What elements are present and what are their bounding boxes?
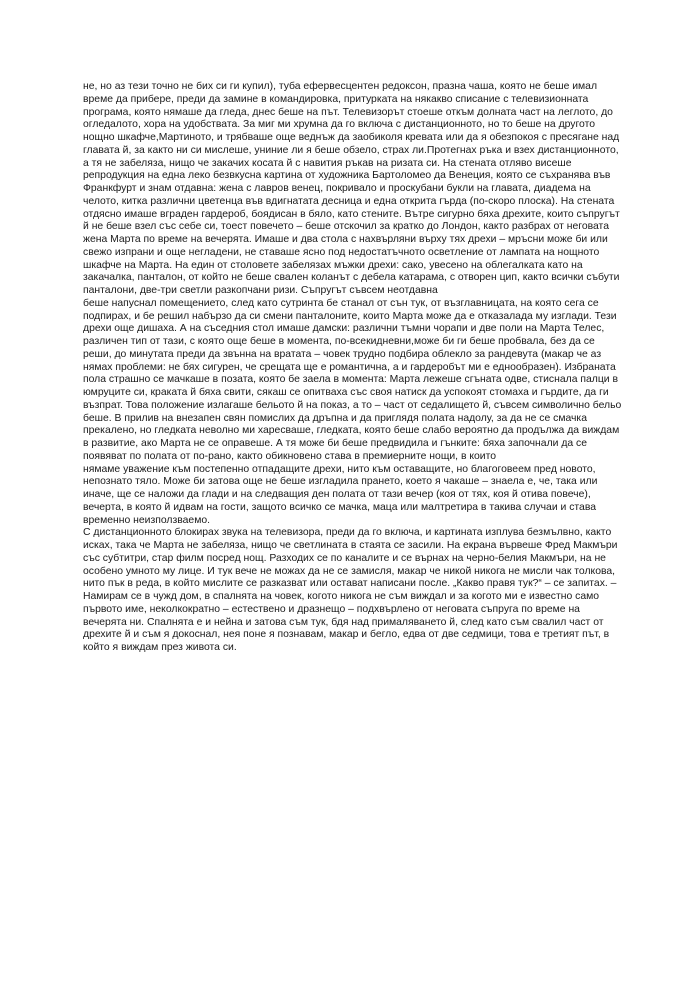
- paragraph: нямаме уважение към постепенно отпадащите дрехи, нито към оставащите, но благоговеем пред новото, непознато тяло. Може би затова още не беше изгладила прането, което я чакаше – знаела е, че, така или иначе, ще се наложи да глади и на следващия ден полата от тази вечер (коя от тях, коя й отива повече), вечерта, в която й идвам на гости, защото всичко се мачка, маца или малтретира в такива случаи и става временно неизползваемо.: [83, 463, 598, 526]
- paragraph: беше напуснал помещението, след като сутринта бе станал от сън тук, от възглавницата, на която сега се подпирах, и бе решил набързо да си смени панталоните, които Марта може да е отказалада му изглади. Тези дрехи още дишаха. А на съседния стол имаше дамски: различни тъмни чорапи и две поли на Марта Телес, различен тип от тази, с която още беше в момента, по-всекидневни,може би ги беше пробвала, без да се реши, до минутата преди да звънна на вратата – човек трудно подбира облекло за рандевута (макар че аз нямах проблеми: не бях сигурен, че срещата ще е романтична, а и гардеробът ми е еднообразен). Избраната пола страшно се мачкаше в позата, която бе заела в момента: Марта лежеше сгъната одве, стиснала палци в юмруците си, краката й бяха свити, сякаш се опитваха със своя натиск да успокоят стомаха и гърдите, да ги възпрат. Това положение излагаше бельото й на показ, а то – част от седалището й, съвсем символично бельо беше. В прилив на внезапен свян помислих да дръпна и да приглядя полата надолу, за да не се смачка прекалено, но гледката неволно ми харесваше, гледката, която беше слабо вероятно да продължа да виждам в развитие, ако Марта не се оправеше. А тя може би беше предвидила и гънките: бяха започнали да се появяват по полата от по-рано, както обикновено става в премиерните нощи, в които: [83, 297, 622, 462]
- body-text: [83, 81, 623, 655]
- paragraph: С дистанционното блокирах звука на телевизора, преди да го включа, и картината изплува безмълвно, както исках, така че Марта не забеляза, нищо че светлината в стаята се засили. На екрана вървеше Фред Макмъри със субтитри, стар филм посред нощ. Разходих се по каналите и се върнах на черно-белия Макмъри, на не особено умното му лице. И тук вече не можах да не се замисля, макар че никой никога не мисли чак толкова, нито пък в реда, в който мислите се разказват или остават написани после. „Какво правя тук?“ – се запитах. – Намирам се в чужд дом, в спалнята на човек, когото никога не съм виждал и за когото ми е известно само първото име, неколкократно – естествено и дразнещо – подхвърлено от неговата съпруга по време на вечерята ни. Спалнята е и нейна и затова съм тук, бдя над прималяването й, след като съм свалил част от дрехите й и съм я докоснал, нея поне я познавам, макар и бегло, едва от две седмици, това е третият път, в който я виждам през живота си.: [83, 527, 618, 653]
- paragraph: не, но аз тези точно не бих си ги купил), туба ефервесцентен редоксон, празна чаша, която не беше имал време да прибере, преди да замине в командировка, притурката на някакво списание с телевизионната програма, която нямаше да гледа, днес беше на път. Телевизорът стоеше откъм долната част на леглото, до огледалото, хора на удобствата. За миг ми хрумна да го включа с дистанционното, но то беше на другото нощно шкафче,Мартиното, и трябваше още веднъж да заобиколя кревата или да я обезпокоя с пресягане над главата й, за както ни си мислеше, униние ли я беше обзело, страх ли.Протегнах ръка и взех дистанционното, а тя не забеляза, нищо че закачих косата й с навития ръкав на ризата си. На стената отляво висеше репродукция на една леко безвкусна картина от художника Бартоломео да Венеция, която се съхранява във Франкфурт и знам отдавна: жена с лавров венец, покривало и проскубани букли на главата, диадема на челото, китка различни цветенца във вдигнатата десница и една открита гърда (по-скоро плоска). На стената отдясно имаше вграден гардероб, боядисан в бяло, като стените. Вътре сигурно бяха дрехите, които съпругът й не беше взел със себе си, тоест повечето – беше отскочил за кратко до Лондон, както разбрах от неговата жена Марта по време на вечерята. Имаше и два стола с нахвърляни върху тях дрехи – мръсни може би или свежо изпрани и още негладени, не ставаше ясно под недостатъчното осветление от лампата на нощното шкафче на Марта. На един от столовете забелязах мъжки дрехи: сако, увесено на облегалката като на закачалка, панталон, от който не беше свален коланът с дебела катарама, с отворен цип, както всички събути панталони, две-три светли разкопчани ризи. Съпругът съвсем неотдавна: [83, 81, 620, 296]
